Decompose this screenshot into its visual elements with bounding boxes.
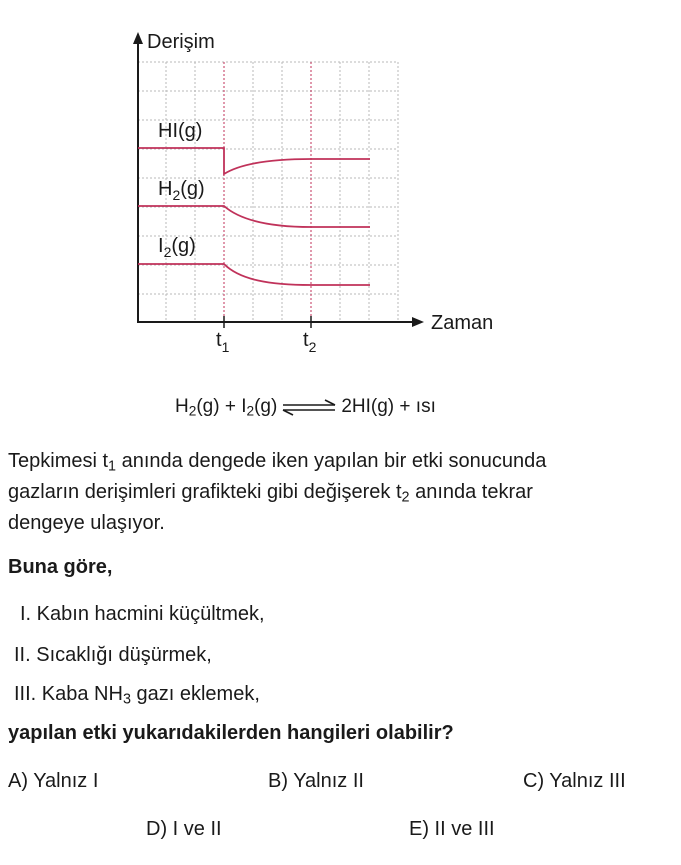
option-e[interactable]: E) II ve III — [409, 818, 495, 840]
question-line-1: Tepkimesi $t_1$ anında dengede iken yapılan bir etki sonucunda — [8, 450, 547, 475]
option-c[interactable]: C) Yalnız III — [523, 770, 626, 792]
reaction-equation — [175, 396, 436, 418]
statement-ii: II. Sıcaklığı düşürmek, — [14, 644, 212, 666]
question-line-3: dengeye ulaşıyor. — [8, 512, 165, 534]
x-axis-label: Zaman — [431, 312, 494, 334]
t2-label: $t_2$ — [303, 329, 317, 355]
hi-label: HI(g) — [158, 120, 203, 142]
option-d[interactable]: D) I ve II — [146, 818, 222, 840]
equilibrium-arrows-icon — [281, 397, 337, 417]
option-a[interactable]: A) Yalnız I — [8, 770, 99, 792]
y-axis-label: Derişim — [147, 31, 215, 53]
h2-curve — [138, 206, 370, 227]
equation-right: 2HI(g) + ısı — [341, 396, 436, 417]
question-text — [8, 446, 546, 539]
hi-curve — [138, 148, 370, 174]
h2-label: $H_2(g)$ — [158, 178, 205, 203]
equation-left: $H_2(g) + I_2(g)$ — [175, 396, 278, 419]
x-axis-arrow-icon — [412, 317, 424, 327]
i2-curve — [138, 264, 370, 285]
option-b[interactable]: B) Yalnız II — [268, 770, 364, 792]
t1-label: $t_1$ — [216, 329, 230, 355]
statement-i: I. Kabın hacmini küçültmek, — [20, 603, 265, 625]
statement-iii: III. Kaba $NH_3$ gazı eklemek, — [14, 683, 260, 708]
i2-label: $I_2(g)$ — [158, 235, 196, 260]
concentration-time-graph — [0, 0, 681, 380]
question-lead: Buna göre, — [8, 556, 113, 578]
question-prompt: yapılan etki yukarıdakilerden hangileri olabilir? — [8, 722, 454, 744]
y-axis-arrow-icon — [133, 32, 143, 44]
question-line-2: gazların derişimleri grafikteki gibi değişerek $t_2$ anında tekrar — [8, 481, 533, 506]
